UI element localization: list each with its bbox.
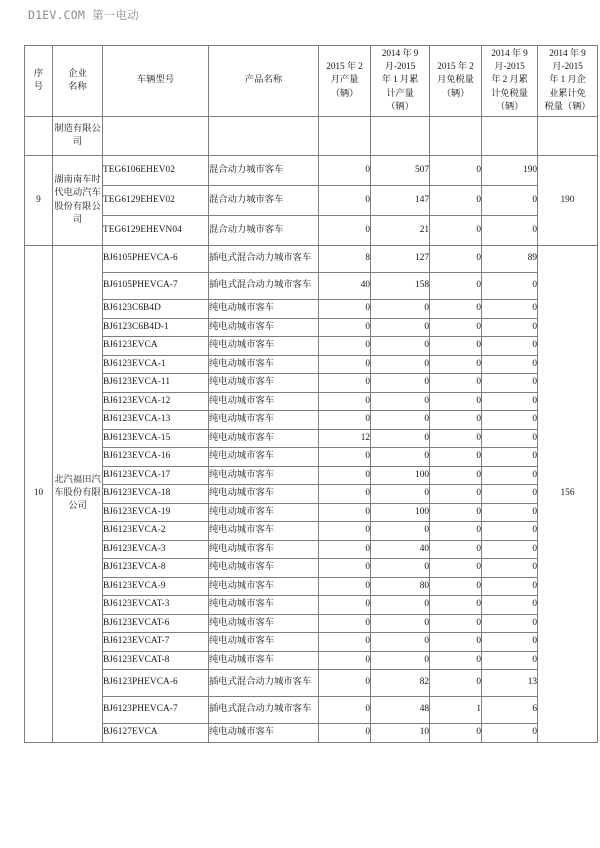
cell-feb-exempt: 0 — [430, 448, 482, 467]
cell-product-name: 插电式混合动力城市客车 — [209, 273, 319, 300]
cell-cumulative-output: 147 — [371, 186, 430, 216]
table-row — [25, 117, 598, 156]
cell-cumulative-output: 21 — [371, 216, 430, 246]
cell-feb-output: 0 — [319, 318, 371, 337]
cell-cumulative-exempt: 0 — [482, 273, 538, 300]
cell-feb-output: 0 — [319, 485, 371, 504]
cell-feb-exempt: 0 — [430, 633, 482, 652]
cell-cumulative-exempt: 89 — [482, 246, 538, 273]
cell-feb-output: 0 — [319, 392, 371, 411]
cell-feb-exempt: 0 — [430, 596, 482, 615]
table-row — [25, 374, 598, 393]
cell-cumulative-exempt: 0 — [482, 216, 538, 246]
cell-cumulative-exempt: 0 — [482, 724, 538, 743]
cell-cumulative-output: 0 — [371, 355, 430, 374]
cell-vehicle-model: BJ6123EVCA-13 — [103, 411, 209, 430]
cell-feb-output: 0 — [319, 633, 371, 652]
table-row — [25, 540, 598, 559]
cell-product-name: 纯电动城市客车 — [209, 633, 319, 652]
table-row — [25, 273, 598, 300]
column-header-company: 企业 名称 — [53, 46, 103, 117]
cell-cumulative-exempt: 0 — [482, 300, 538, 319]
cell-feb-output: 0 — [319, 670, 371, 697]
table-row — [25, 503, 598, 522]
cell-vehicle-model: BJ6105PHEVCA-7 — [103, 273, 209, 300]
cell-product-name: 纯电动城市客车 — [209, 318, 319, 337]
cell-feb-output: 0 — [319, 503, 371, 522]
cell-product-name: 插电式混合动力城市客车 — [209, 697, 319, 724]
cell-cumulative-exempt: 0 — [482, 503, 538, 522]
cell-product-name: 纯电动城市客车 — [209, 466, 319, 485]
column-header-feb-exempt: 2015 年 2 月免税量 （辆） — [430, 46, 482, 117]
cell-vehicle-model: BJ6123EVCAT-7 — [103, 633, 209, 652]
table-row — [25, 559, 598, 578]
cell-sequence-number: 9 — [25, 156, 53, 246]
cell-vehicle-model: BJ6123EVCA-18 — [103, 485, 209, 504]
cell-cumulative-exempt: 0 — [482, 318, 538, 337]
cell-cumulative-output: 0 — [371, 614, 430, 633]
cell-feb-exempt: 0 — [430, 318, 482, 337]
cell-feb-exempt: 0 — [430, 216, 482, 246]
cell-cumulative-exempt: 0 — [482, 374, 538, 393]
table-row — [25, 429, 598, 448]
cell-feb-output: 0 — [319, 300, 371, 319]
table-row — [25, 522, 598, 541]
cell-product-name: 混合动力城市客车 — [209, 156, 319, 186]
cell-cumulative-output: 127 — [371, 246, 430, 273]
cell-vehicle-model — [103, 117, 209, 156]
table-header — [25, 46, 598, 117]
cell-product-name: 纯电动城市客车 — [209, 355, 319, 374]
cell-feb-exempt: 0 — [430, 411, 482, 430]
cell-feb-exempt: 0 — [430, 540, 482, 559]
cell-feb-exempt: 0 — [430, 374, 482, 393]
cell-cumulative-exempt: 0 — [482, 485, 538, 504]
cell-enterprise-cumulative-exempt — [538, 117, 598, 156]
vehicle-production-table — [24, 45, 598, 743]
cell-product-name: 纯电动城市客车 — [209, 540, 319, 559]
cell-cumulative-exempt: 0 — [482, 633, 538, 652]
cell-cumulative-output: 100 — [371, 466, 430, 485]
cell-vehicle-model: BJ6123PHEVCA-6 — [103, 670, 209, 697]
cell-vehicle-model: BJ6123EVCA-19 — [103, 503, 209, 522]
cell-vehicle-model: BJ6123EVCA-11 — [103, 374, 209, 393]
cell-product-name: 混合动力城市客车 — [209, 186, 319, 216]
cell-cumulative-exempt: 0 — [482, 429, 538, 448]
cell-cumulative-output: 0 — [371, 300, 430, 319]
cell-vehicle-model: BJ6123EVCA — [103, 337, 209, 356]
cell-feb-exempt: 0 — [430, 273, 482, 300]
cell-cumulative-output: 0 — [371, 559, 430, 578]
cell-cumulative-output: 40 — [371, 540, 430, 559]
site-watermark: D1EV.COM 第一电动 — [28, 8, 139, 22]
cell-cumulative-output: 0 — [371, 448, 430, 467]
cell-feb-exempt: 0 — [430, 559, 482, 578]
cell-product-name: 纯电动城市客车 — [209, 596, 319, 615]
cell-feb-output: 0 — [319, 540, 371, 559]
table-row — [25, 448, 598, 467]
cell-feb-exempt: 0 — [430, 337, 482, 356]
cell-cumulative-output: 80 — [371, 577, 430, 596]
cell-cumulative-exempt: 0 — [482, 186, 538, 216]
cell-feb-output: 0 — [319, 651, 371, 670]
cell-vehicle-model: BJ6123EVCA-3 — [103, 540, 209, 559]
cell-cumulative-output: 0 — [371, 411, 430, 430]
table-row — [25, 651, 598, 670]
cell-cumulative-exempt: 190 — [482, 156, 538, 186]
cell-cumulative-exempt: 6 — [482, 697, 538, 724]
cell-product-name: 混合动力城市客车 — [209, 216, 319, 246]
cell-feb-exempt: 0 — [430, 392, 482, 411]
cell-cumulative-output: 0 — [371, 374, 430, 393]
cell-sequence-number: 10 — [25, 246, 53, 743]
cell-vehicle-model: TEG6129EHEVN04 — [103, 216, 209, 246]
cell-feb-output: 12 — [319, 429, 371, 448]
cell-feb-exempt: 1 — [430, 697, 482, 724]
table-row — [25, 670, 598, 697]
cell-vehicle-model: BJ6123EVCAT-8 — [103, 651, 209, 670]
table-row — [25, 186, 598, 216]
cell-product-name: 纯电动城市客车 — [209, 337, 319, 356]
table-row — [25, 724, 598, 743]
cell-cumulative-exempt: 13 — [482, 670, 538, 697]
table-row — [25, 337, 598, 356]
table-row — [25, 485, 598, 504]
cell-feb-exempt: 0 — [430, 577, 482, 596]
cell-vehicle-model: BJ6123EVCAT-3 — [103, 596, 209, 615]
cell-feb-output: 0 — [319, 577, 371, 596]
column-header-seq: 序 号 — [25, 46, 53, 117]
table-row — [25, 216, 598, 246]
table-header-row — [25, 46, 598, 117]
cell-product-name — [209, 117, 319, 156]
cell-cumulative-output: 507 — [371, 156, 430, 186]
cell-vehicle-model: BJ6123C6B4D — [103, 300, 209, 319]
cell-product-name: 插电式混合动力城市客车 — [209, 670, 319, 697]
cell-vehicle-model: TEG6129EHEV02 — [103, 186, 209, 216]
table-row — [25, 246, 598, 273]
cell-cumulative-exempt: 0 — [482, 614, 538, 633]
table-row — [25, 577, 598, 596]
cell-cumulative-output: 0 — [371, 392, 430, 411]
cell-cumulative-output: 0 — [371, 318, 430, 337]
cell-cumulative-output: 0 — [371, 429, 430, 448]
cell-feb-output: 0 — [319, 596, 371, 615]
cell-product-name: 纯电动城市客车 — [209, 724, 319, 743]
cell-vehicle-model: TEG6106EHEV02 — [103, 156, 209, 186]
cell-feb-output — [319, 117, 371, 156]
cell-feb-exempt: 0 — [430, 300, 482, 319]
cell-feb-output: 8 — [319, 246, 371, 273]
cell-cumulative-output: 48 — [371, 697, 430, 724]
cell-feb-output: 0 — [319, 156, 371, 186]
cell-feb-exempt: 0 — [430, 503, 482, 522]
cell-cumulative-output: 0 — [371, 485, 430, 504]
column-header-product: 产品名称 — [209, 46, 319, 117]
cell-vehicle-model: BJ6123EVCAT-6 — [103, 614, 209, 633]
table-row — [25, 300, 598, 319]
cell-cumulative-output: 0 — [371, 596, 430, 615]
cell-feb-output: 0 — [319, 337, 371, 356]
cell-product-name: 纯电动城市客车 — [209, 411, 319, 430]
column-header-feb-output: 2015 年 2 月产量 （辆） — [319, 46, 371, 117]
cell-cumulative-output: 0 — [371, 337, 430, 356]
cell-product-name: 纯电动城市客车 — [209, 577, 319, 596]
cell-company-name: 北汽福田汽车股份有限公司 — [53, 246, 103, 743]
cell-cumulative-output: 10 — [371, 724, 430, 743]
cell-product-name: 纯电动城市客车 — [209, 503, 319, 522]
cell-vehicle-model: BJ6123EVCA-12 — [103, 392, 209, 411]
table-row — [25, 466, 598, 485]
cell-feb-output: 0 — [319, 614, 371, 633]
table-row — [25, 318, 598, 337]
cell-product-name: 纯电动城市客车 — [209, 392, 319, 411]
cell-product-name: 纯电动城市客车 — [209, 614, 319, 633]
column-header-enterprise-cum-exempt: 2014 年 9 月-2015 年 1 月企 业累计免 税量（辆） — [538, 46, 598, 117]
cell-cumulative-exempt: 0 — [482, 522, 538, 541]
cell-feb-exempt: 0 — [430, 246, 482, 273]
cell-cumulative-exempt: 0 — [482, 411, 538, 430]
table-row — [25, 392, 598, 411]
cell-vehicle-model: BJ6123PHEVCA-7 — [103, 697, 209, 724]
cell-cumulative-exempt: 0 — [482, 577, 538, 596]
cell-cumulative-exempt: 0 — [482, 540, 538, 559]
cell-vehicle-model: BJ6123EVCA-2 — [103, 522, 209, 541]
cell-product-name: 纯电动城市客车 — [209, 300, 319, 319]
cell-cumulative-exempt: 0 — [482, 651, 538, 670]
cell-feb-output: 40 — [319, 273, 371, 300]
cell-feb-exempt: 0 — [430, 651, 482, 670]
cell-cumulative-output — [371, 117, 430, 156]
cell-vehicle-model: BJ6123C6B4D-1 — [103, 318, 209, 337]
cell-feb-exempt — [430, 117, 482, 156]
cell-product-name: 纯电动城市客车 — [209, 448, 319, 467]
cell-feb-exempt: 0 — [430, 466, 482, 485]
cell-product-name: 纯电动城市客车 — [209, 522, 319, 541]
table-row — [25, 411, 598, 430]
cell-feb-output: 0 — [319, 724, 371, 743]
column-header-cum-exempt: 2014 年 9 月-2015 年 2 月累 计免税量 （辆） — [482, 46, 538, 117]
cell-feb-exempt: 0 — [430, 186, 482, 216]
table-row — [25, 156, 598, 186]
table-row — [25, 355, 598, 374]
cell-vehicle-model: BJ6123EVCA-1 — [103, 355, 209, 374]
cell-feb-exempt: 0 — [430, 485, 482, 504]
cell-cumulative-exempt: 0 — [482, 559, 538, 578]
cell-feb-exempt: 0 — [430, 724, 482, 743]
table-row — [25, 596, 598, 615]
cell-feb-output: 0 — [319, 186, 371, 216]
cell-cumulative-output: 0 — [371, 651, 430, 670]
cell-feb-output: 0 — [319, 216, 371, 246]
cell-cumulative-exempt: 0 — [482, 596, 538, 615]
cell-product-name: 纯电动城市客车 — [209, 559, 319, 578]
cell-enterprise-cumulative-exempt: 156 — [538, 246, 598, 743]
cell-vehicle-model: BJ6123EVCA-8 — [103, 559, 209, 578]
cell-cumulative-output: 100 — [371, 503, 430, 522]
cell-vehicle-model: BJ6123EVCA-9 — [103, 577, 209, 596]
cell-cumulative-exempt: 0 — [482, 337, 538, 356]
cell-feb-exempt: 0 — [430, 614, 482, 633]
cell-product-name: 纯电动城市客车 — [209, 485, 319, 504]
cell-enterprise-cumulative-exempt: 190 — [538, 156, 598, 246]
cell-cumulative-exempt: 0 — [482, 355, 538, 374]
cell-cumulative-output: 0 — [371, 522, 430, 541]
cell-cumulative-exempt — [482, 117, 538, 156]
cell-feb-exempt: 0 — [430, 522, 482, 541]
cell-sequence-number — [25, 117, 53, 156]
cell-cumulative-exempt: 0 — [482, 392, 538, 411]
cell-cumulative-output: 158 — [371, 273, 430, 300]
cell-product-name: 纯电动城市客车 — [209, 651, 319, 670]
cell-feb-exempt: 0 — [430, 156, 482, 186]
cell-cumulative-exempt: 0 — [482, 448, 538, 467]
cell-product-name: 纯电动城市客车 — [209, 374, 319, 393]
cell-feb-exempt: 0 — [430, 429, 482, 448]
cell-vehicle-model: BJ6127EVCA — [103, 724, 209, 743]
table-row — [25, 697, 598, 724]
cell-feb-output: 0 — [319, 466, 371, 485]
cell-feb-output: 0 — [319, 411, 371, 430]
cell-vehicle-model: BJ6123EVCA-15 — [103, 429, 209, 448]
cell-feb-output: 0 — [319, 448, 371, 467]
cell-product-name: 插电式混合动力城市客车 — [209, 246, 319, 273]
table-row — [25, 633, 598, 652]
cell-vehicle-model: BJ6105PHEVCA-6 — [103, 246, 209, 273]
cell-feb-exempt: 0 — [430, 355, 482, 374]
cell-company-name: 制造有限公司 — [53, 117, 103, 156]
cell-vehicle-model: BJ6123EVCA-17 — [103, 466, 209, 485]
table-body — [25, 117, 598, 743]
cell-vehicle-model: BJ6123EVCA-16 — [103, 448, 209, 467]
cell-cumulative-exempt: 0 — [482, 466, 538, 485]
cell-feb-output: 0 — [319, 374, 371, 393]
cell-feb-output: 0 — [319, 355, 371, 374]
cell-feb-output: 0 — [319, 697, 371, 724]
cell-feb-output: 0 — [319, 522, 371, 541]
vehicle-production-table-wrapper — [24, 45, 591, 743]
cell-feb-exempt: 0 — [430, 670, 482, 697]
table-row — [25, 614, 598, 633]
column-header-model: 车辆型号 — [103, 46, 209, 117]
cell-cumulative-output: 82 — [371, 670, 430, 697]
cell-company-name: 湖南南车时代电动汽车股份有限公司 — [53, 156, 103, 246]
cell-cumulative-output: 0 — [371, 633, 430, 652]
cell-feb-output: 0 — [319, 559, 371, 578]
column-header-cum-output: 2014 年 9 月-2015 年 1 月累 计产量 （辆） — [371, 46, 430, 117]
cell-product-name: 纯电动城市客车 — [209, 429, 319, 448]
